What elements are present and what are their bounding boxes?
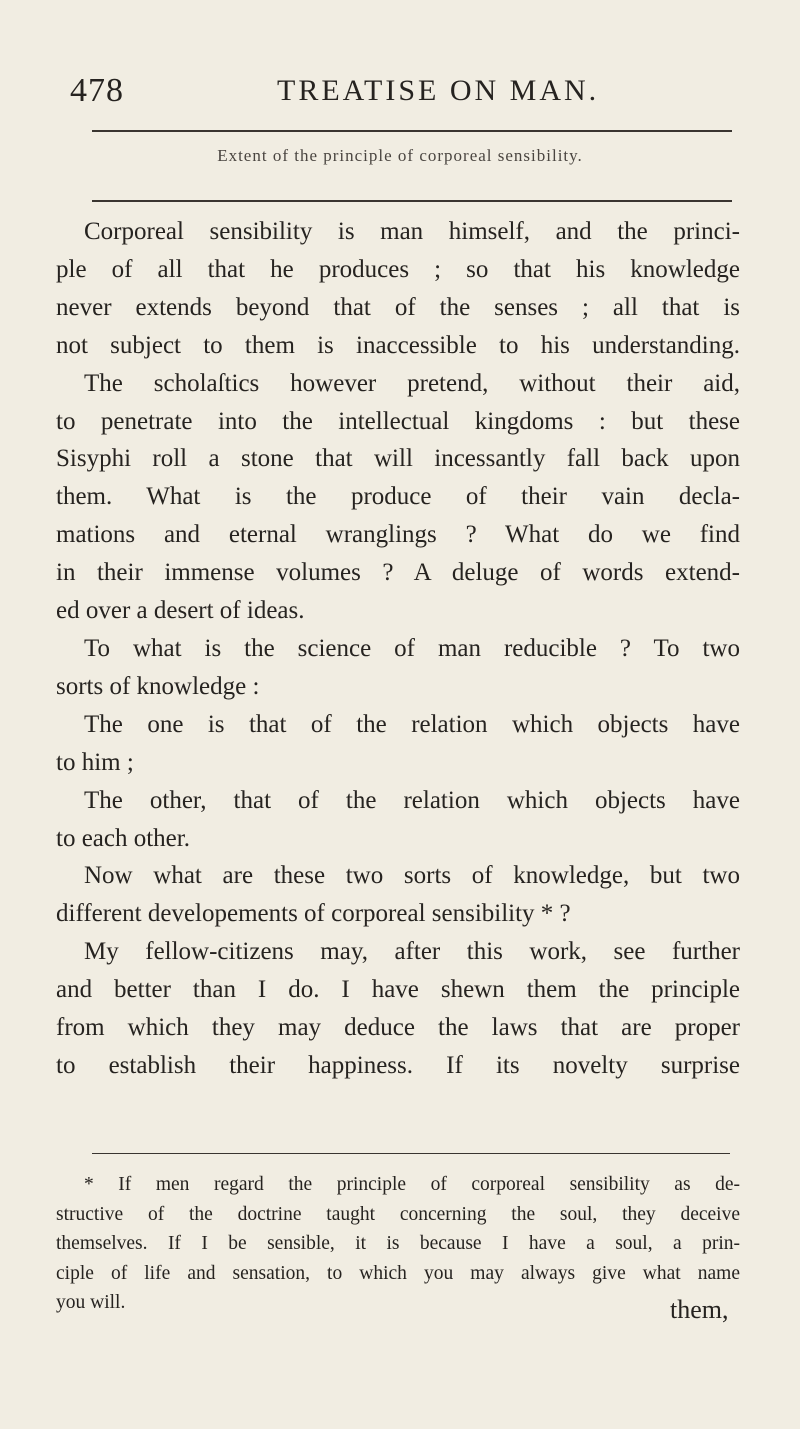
footnote (56, 1170, 740, 1318)
text-line: The one is that of the relation which objects have (84, 710, 740, 738)
running-title: TREATISE ON MAN. (277, 74, 600, 107)
text-line: them. What is the produce of their vain decla- (56, 483, 740, 511)
header-rule (92, 130, 732, 132)
text-line: not subject to them is inaccessible to his understanding. (56, 331, 740, 359)
text-line: sorts of knowledge : (56, 672, 260, 700)
catchword: them, (670, 1295, 729, 1324)
footnote-line: * If men regard the principle of corporeal sensibility as de- (84, 1174, 740, 1195)
text-line: Corporeal sensibility is man himself, and the princi- (84, 218, 740, 245)
text-line: My fellow-citizens may, after this work, see further (84, 938, 740, 966)
text-line: never extends beyond that of the senses ; all that is (56, 293, 740, 321)
text-line: and better than I do. I have shewn them the principle (56, 976, 740, 1004)
text-line: The scholaſtics however pretend, without their aid, (84, 369, 740, 397)
text-line: The other, that of the relation which objects have (84, 786, 740, 814)
page-number: 478 (70, 72, 124, 109)
footnote-rule (92, 1153, 730, 1154)
text-line: different developements of corporeal sensibility * ? (56, 900, 571, 928)
footnote-line: structive of the doctrine taught concerning the soul, they deceive (56, 1203, 740, 1225)
text-line: to each other. (56, 824, 190, 852)
text-line: to him ; (56, 748, 134, 776)
text-line: mations and eternal wranglings ? What do we find (56, 521, 740, 549)
text-line: Sisyphi roll a stone that will incessantly fall back upon (56, 445, 740, 473)
subtitle-rule (92, 200, 732, 202)
text-line: from which they may deduce the laws that are proper (56, 1014, 740, 1042)
footnote-line: ciple of life and sensation, to which you may always give what name (56, 1262, 740, 1284)
page-header (70, 72, 770, 112)
footnote-line: you will. (56, 1292, 126, 1314)
text-line: Now what are these two sorts of knowledge, but two (84, 862, 740, 890)
text-line: to establish their happiness. If its novelty surprise (56, 1051, 740, 1079)
section-subtitle: Extent of the principle of corporeal sensibility. (217, 146, 583, 165)
text-line: in their immense volumes ? A deluge of words extend- (56, 559, 740, 587)
footnote-line: themselves. If I be sensible, it is because I have a soul, a prin- (56, 1233, 740, 1255)
text-line: to penetrate into the intellectual kingdoms : but these (56, 407, 740, 435)
text-line: To what is the science of man reducible ? To two (84, 634, 740, 662)
body-text (56, 213, 740, 1085)
text-line: ed over a desert of ideas. (56, 597, 305, 625)
text-line: ple of all that he produces ; so that his knowledge (56, 255, 740, 283)
